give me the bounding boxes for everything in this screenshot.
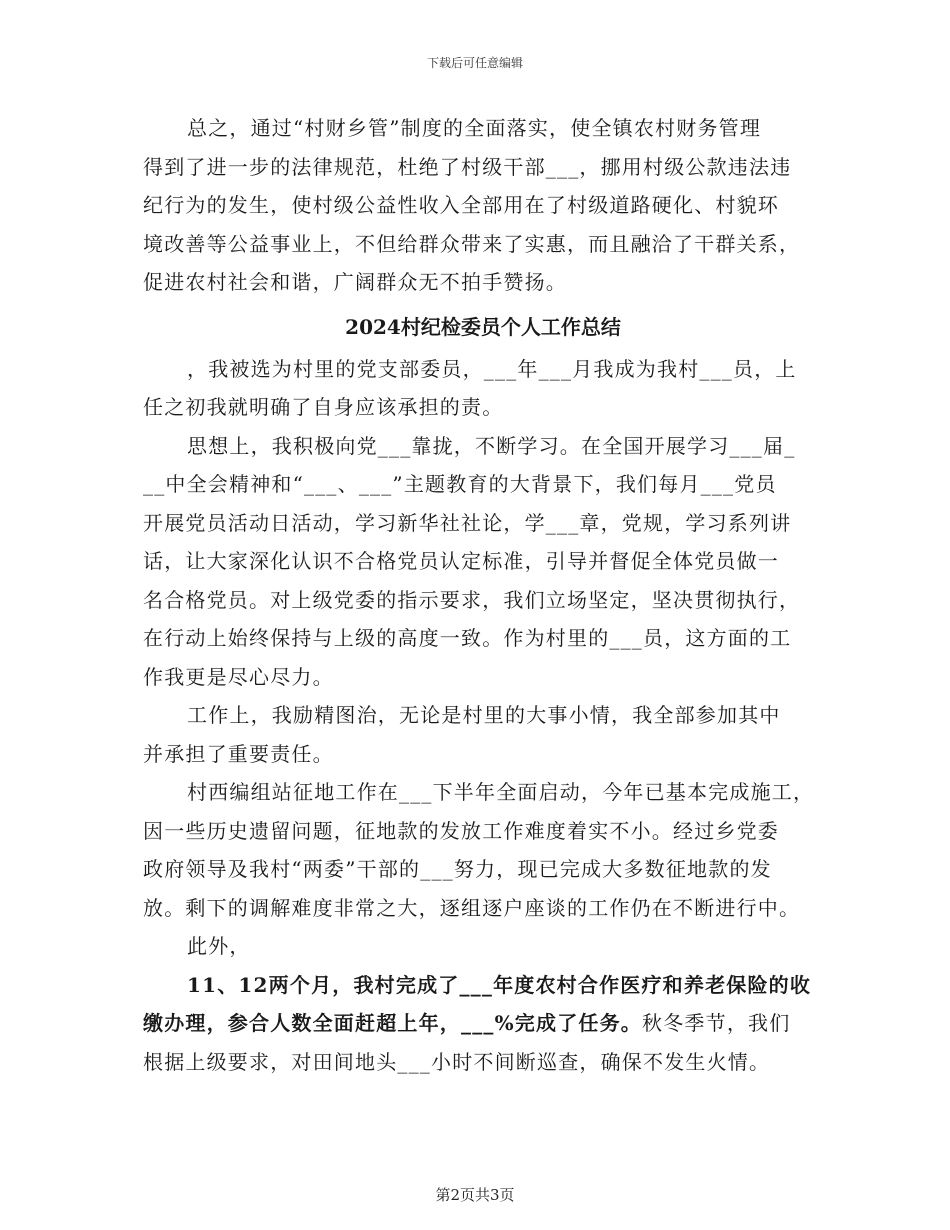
paragraph-line: 名合格党员。对上级党委的指示要求，我们立场坚定，坚决贯彻执行， [143, 587, 801, 612]
section-title: 2024村纪检委员个人工作总结 [345, 314, 621, 339]
paragraph-line-mixed [143, 1004, 823, 1043]
paragraph-line: 在行动上始终保持与上级的高度一致。作为村里的___员，这方面的工 [143, 626, 792, 650]
paragraph-line: 总之，通过“村财乡管”制度的全面落实，使全镇农村财务管理 [187, 116, 762, 140]
paragraph-line: 因一些历史遗留问题，征地款的发放工作难度着实不小。经过乡党委 [143, 818, 779, 843]
paragraph-line: 纪行为的发生，使村级公益性收入全部用在了村级道路硬化、村貌环 [143, 193, 779, 217]
paragraph-line: 境改善等公益事业上，不但给群众带来了实惠，而且融洽了干群关系， [143, 231, 801, 256]
page-header: 下载后可任意编辑 [426, 56, 523, 70]
paragraph-line: ，我被选为村里的党支部委员，___年___月我成为我村___员，上 [187, 356, 797, 381]
paragraph-line: __中全会精神和“___、___”主题教育的大背景下，我们每月___党员 [143, 472, 777, 496]
page-footer: 第2页共3页 [435, 1186, 515, 1204]
paragraph-line: 村西编组站征地工作在___下半年全面启动，今年已基本完成施工， [187, 780, 815, 804]
bold-segment: 缴办理，参合人数全面赶超上年，___%完成了任务。 [143, 1011, 643, 1035]
paragraph-line: 作我更是尽心尽力。 [143, 664, 334, 689]
paragraph-line-bold: 11、12两个月，我村完成了___年度农村合作医疗和养老保险的收 [187, 972, 812, 997]
paragraph-line: 根据上级要求，对田间地头___小时不间断巡查，确保不发生火情。 [143, 1049, 771, 1074]
paragraph-line: 此外， [187, 934, 251, 958]
paragraph-line: 开展党员活动日活动，学习新华社社论，学___章，党规，学习系列讲 [143, 510, 792, 535]
normal-segment: 秋冬季节，我们 [642, 1011, 791, 1035]
paragraph-line: 放。剩下的调解难度非常之大，逐组逐户座谈的工作仍在不断进行中。 [143, 895, 801, 920]
paragraph-line: 得到了进一步的法律规范，杜绝了村级干部___，挪用村级公款违法违 [143, 154, 792, 179]
paragraph-line: 思想上，我积极向党___靠拢，不断学习。在全国开展学习___届_ [187, 433, 796, 458]
paragraph-line: 促进农村社会和谐，广阔群众无不拍手赞扬。 [143, 270, 567, 294]
paragraph-line: 工作上，我励精图治，无论是村里的大事小情，我全部参加其中 [187, 703, 781, 727]
paragraph-line: 并承担了重要责任。 [143, 741, 334, 766]
paragraph-line: 任之初我就明确了自身应该承担的责。 [143, 395, 504, 419]
document-body [143, 109, 823, 1081]
paragraph-line: 政府领导及我村“两委”干部的___努力，现已完成大多数征地款的发 [143, 857, 772, 881]
paragraph-line: 话，让大家深化认识不合格党员认定标准，引导并督促全体党员做一 [143, 549, 779, 573]
